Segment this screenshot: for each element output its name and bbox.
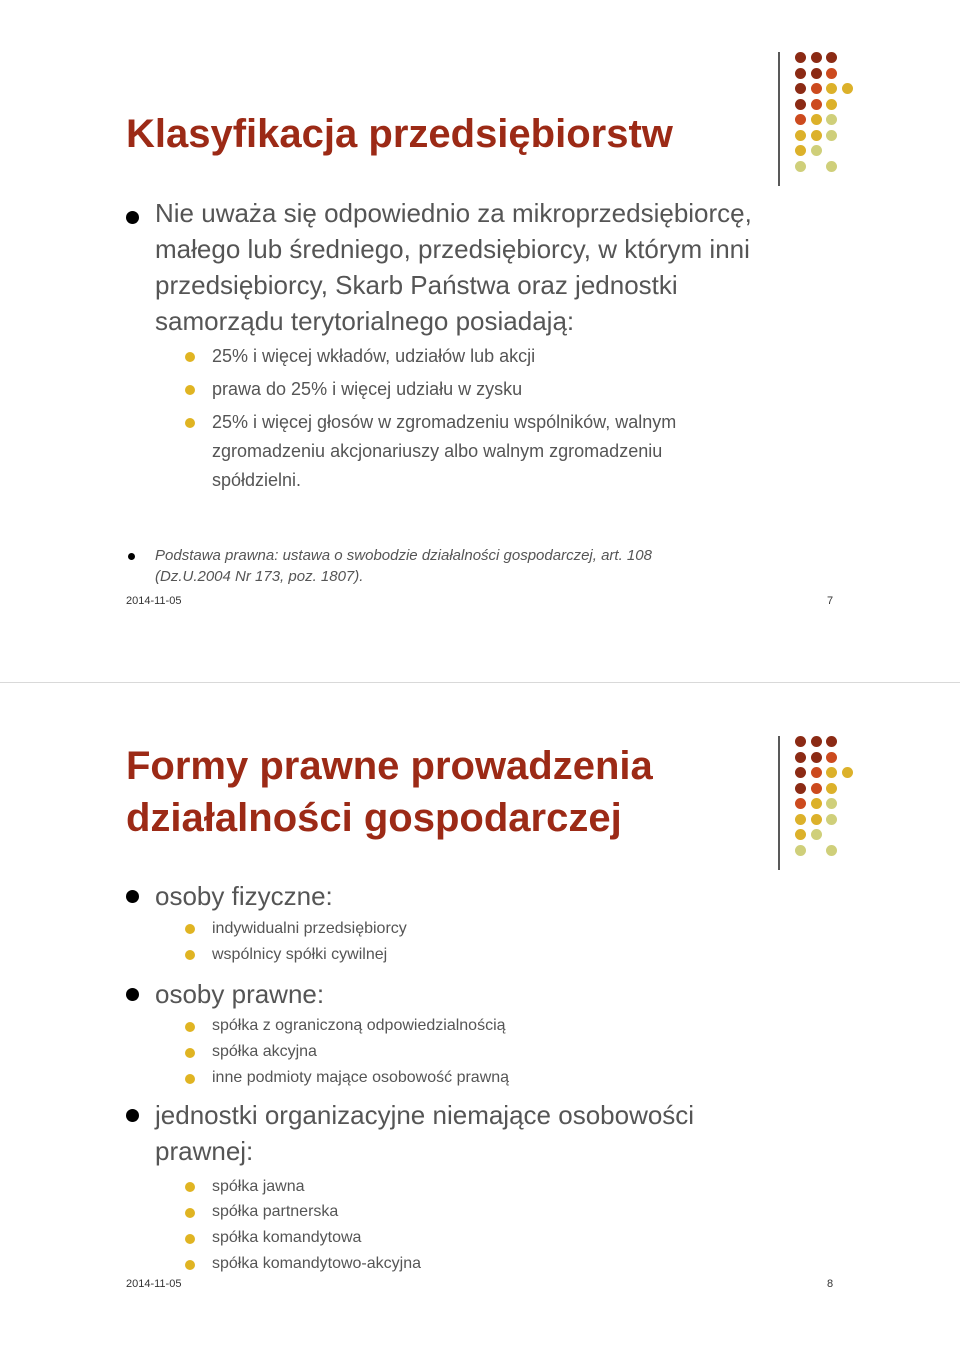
bullet-dot-icon [185, 1234, 195, 1244]
bullet-dot-icon [185, 1260, 195, 1270]
group-item: spółka komandytowa [212, 1229, 362, 1246]
sub-item-line: prawa do 25% i więcej udziału w zysku [212, 379, 523, 399]
decorative-dot [795, 114, 806, 125]
group-item: indywidualni przedsiębiorcy [212, 920, 407, 937]
decorative-dot [842, 767, 853, 778]
intro-line: samorządu terytorialnego posiadają: [155, 306, 575, 336]
decorative-dot [811, 736, 822, 747]
group-item: wspólnicy spółki cywilnej [212, 946, 388, 963]
group-item: spółka akcyjna [212, 1043, 317, 1060]
bullet-dot-icon [185, 1048, 195, 1058]
decorative-dot [811, 52, 822, 63]
decorative-dot [826, 52, 837, 63]
intro-line: przedsiębiorcy, Skarb Państwa oraz jednostki [155, 270, 678, 300]
decorative-dot [826, 783, 837, 794]
group-heading: osoby prawne: [155, 979, 325, 1009]
sub-item [212, 342, 812, 371]
decorative-dot [811, 783, 822, 794]
sub-item-line: zgromadzeniu akcjonariuszy albo walnym zgromadzeniu [212, 441, 663, 461]
legal-basis-note [155, 545, 795, 587]
slide-1 [0, 0, 960, 683]
decorative-dot [826, 798, 837, 809]
group-item: spółka z ograniczoną odpowiedzialnością [212, 1017, 506, 1034]
sub-item-line: 25% i więcej wkładów, udziałów lub akcji [212, 346, 536, 366]
decorative-dot [826, 99, 837, 110]
decorative-dot [811, 114, 822, 125]
title-line: Formy prawne prowadzenia [126, 744, 653, 788]
decorative-dot [826, 161, 837, 172]
group-item: spółka partnerska [212, 1203, 339, 1220]
decorative-dot [826, 114, 837, 125]
decorative-dot [795, 68, 806, 79]
decorative-dot [795, 829, 806, 840]
decorative-dot [826, 68, 837, 79]
bullet-dot-icon [126, 211, 139, 224]
note-line: Podstawa prawna: ustawa o swobodzie działalności gospodarczej, art. 108 [155, 547, 652, 564]
bullet-dot-icon [185, 352, 195, 362]
decorative-dot [826, 845, 837, 856]
decorative-dot [795, 145, 806, 156]
footer-date: 2014-11-05 [126, 595, 182, 607]
slide-title [126, 740, 653, 844]
decorative-dot [795, 736, 806, 747]
decorative-dot [826, 130, 837, 141]
bullet-dot-icon [185, 418, 195, 428]
page-number: 8 [827, 1278, 834, 1290]
footer-date: 2014-11-05 [126, 1278, 182, 1290]
page-number: 7 [827, 595, 834, 607]
decorative-dot [811, 99, 822, 110]
decorative-dot [795, 798, 806, 809]
bullet-dot-icon [185, 950, 195, 960]
decorative-dot [795, 83, 806, 94]
bullet-dot-icon [126, 890, 139, 903]
decorative-dot [795, 767, 806, 778]
heading-line: jednostki organizacyjne niemające osobowości [155, 1100, 695, 1130]
decorative-dot [795, 845, 806, 856]
decorative-dot [795, 752, 806, 763]
decorative-dot [826, 83, 837, 94]
decorative-dot [826, 814, 837, 825]
decorative-dot [811, 68, 822, 79]
decorative-dot [811, 767, 822, 778]
bullet-dot-icon [126, 988, 139, 1001]
sub-item-line: 25% i więcej głosów w zgromadzeniu wspólników, walnym [212, 412, 677, 432]
title-line: działalności gospodarczej [126, 796, 622, 840]
decorative-dot [811, 145, 822, 156]
decorative-dot [842, 83, 853, 94]
decorative-dot [795, 161, 806, 172]
decorative-dot [795, 783, 806, 794]
intro-line: Nie uważa się odpowiednio za mikroprzedsiębiorcę, [155, 198, 752, 228]
intro-paragraph [155, 195, 875, 339]
bullet-dot-icon [185, 1074, 195, 1084]
bullet-dot-icon [185, 385, 195, 395]
heading-line: prawnej: [155, 1136, 254, 1166]
intro-line: małego lub średniego, przedsiębiorcy, w którym inni [155, 234, 750, 264]
decorative-dot [826, 736, 837, 747]
slide-2 [0, 684, 960, 1367]
decorative-dot [811, 829, 822, 840]
group-item: spółka jawna [212, 1178, 305, 1195]
decorative-dot [811, 752, 822, 763]
decorative-dot [795, 99, 806, 110]
sub-item [212, 375, 812, 404]
group-heading: osoby fizyczne: [155, 881, 333, 911]
group-heading [155, 1097, 875, 1169]
page-divider [0, 682, 960, 683]
bullet-dot-icon [126, 1109, 139, 1122]
bullet-dot-icon [185, 924, 195, 934]
bullet-dot-icon [185, 1208, 195, 1218]
decorative-dot [795, 130, 806, 141]
sub-item-line: spółdzielni. [212, 470, 302, 490]
decorative-dot [811, 130, 822, 141]
group-item: spółka komandytowo-akcyjna [212, 1255, 421, 1272]
decorative-dot [811, 83, 822, 94]
bullet-dot-icon [185, 1022, 195, 1032]
decorative-dot [811, 814, 822, 825]
slide-title: Klasyfikacja przedsiębiorstw [126, 112, 673, 156]
decorative-dot [811, 798, 822, 809]
decorative-dot [795, 52, 806, 63]
bullet-dot-icon [185, 1182, 195, 1192]
decorative-vertical-line [778, 52, 780, 186]
bullet-dot-icon [128, 553, 135, 560]
decorative-vertical-line [778, 736, 780, 870]
group-item: inne podmioty mające osobowość prawną [212, 1069, 510, 1086]
decorative-dot [795, 814, 806, 825]
decorative-dot [826, 767, 837, 778]
note-line: (Dz.U.2004 Nr 173, poz. 1807). [155, 568, 364, 585]
sub-item [212, 408, 812, 495]
decorative-dot [826, 752, 837, 763]
